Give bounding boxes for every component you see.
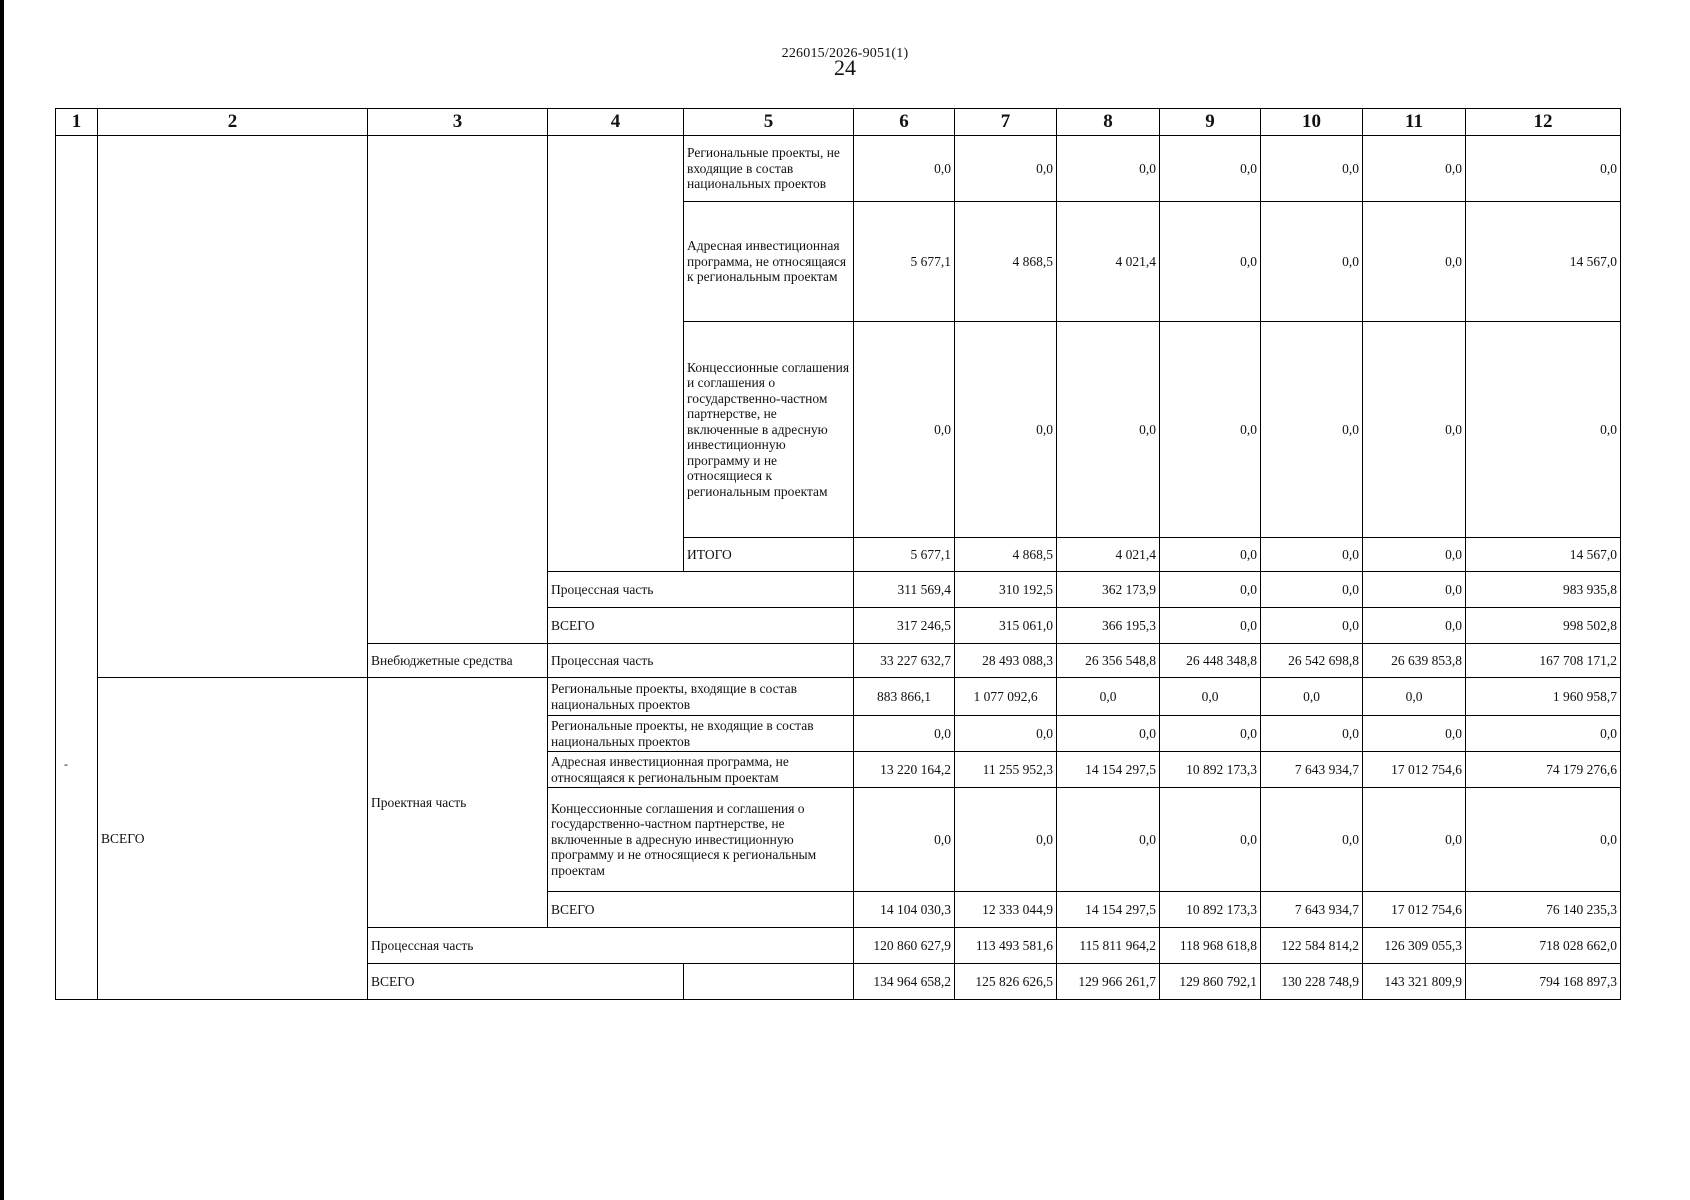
value-cell: 998 502,8	[1466, 608, 1621, 644]
value-cell: 76 140 235,3	[1466, 892, 1621, 928]
table-row	[56, 678, 1621, 716]
value-cell: 14 567,0	[1466, 202, 1621, 322]
value-cell: 26 356 548,8	[1057, 644, 1160, 678]
col-header-3: 3	[368, 109, 548, 136]
value-cell: 0,0	[1363, 572, 1466, 608]
row-label: Региональные проекты, не входящие в состав национальных проектов	[548, 716, 854, 752]
value-cell: 134 964 658,2	[854, 964, 955, 1000]
value-cell: 0,0	[1363, 322, 1466, 538]
value-cell: 0,0	[1261, 788, 1363, 892]
value-cell: 126 309 055,3	[1363, 928, 1466, 964]
col-header-12: 12	[1466, 109, 1621, 136]
value-cell: 115 811 964,2	[1057, 928, 1160, 964]
value-cell: 983 935,8	[1466, 572, 1621, 608]
value-cell: 0,0	[1160, 322, 1261, 538]
row-label: ВСЕГО	[368, 964, 684, 1000]
financing-table	[55, 108, 1621, 1000]
value-cell: 122 584 814,2	[1261, 928, 1363, 964]
col2-cell	[98, 136, 368, 678]
col-header-8: 8	[1057, 109, 1160, 136]
col-header-4: 4	[548, 109, 684, 136]
value-cell: 4 868,5	[955, 538, 1057, 572]
grand-total-label: ВСЕГО	[98, 678, 368, 1000]
value-cell: 0,0	[955, 136, 1057, 202]
value-cell: 0,0	[1160, 136, 1261, 202]
value-cell: 118 968 618,8	[1160, 928, 1261, 964]
value-cell: 0,0	[1057, 788, 1160, 892]
table-row	[56, 136, 1621, 202]
value-cell: 0,0	[854, 322, 955, 538]
value-cell: 4 021,4	[1057, 538, 1160, 572]
value-cell: 13 220 164,2	[854, 752, 955, 788]
col-header-6: 6	[854, 109, 955, 136]
value-cell: 14 154 297,5	[1057, 892, 1160, 928]
value-cell: 0,0	[1160, 716, 1261, 752]
value-cell: 4 868,5	[955, 202, 1057, 322]
value-cell: 0,0	[1466, 716, 1621, 752]
row-label: Региональные проекты, входящие в состав национальных проектов	[548, 678, 854, 716]
project-part-label: Проектная часть	[368, 678, 548, 928]
value-cell: 883 866,1	[854, 678, 955, 716]
row-label: ВСЕГО	[548, 892, 854, 928]
row-label: Процессная часть	[548, 572, 854, 608]
value-cell: 11 255 952,3	[955, 752, 1057, 788]
value-cell: 0,0	[1363, 716, 1466, 752]
value-cell: 120 860 627,9	[854, 928, 955, 964]
row-label: Концессионные соглашения и соглашения о государственно-частном партнерстве, не включенные в адресную инвестиционную программу и не относящиеся к региональным проектам	[548, 788, 854, 892]
column-number-row	[56, 109, 1621, 136]
value-cell: 794 168 897,3	[1466, 964, 1621, 1000]
value-cell: 0,0	[1466, 322, 1621, 538]
value-cell: 1 960 958,7	[1466, 678, 1621, 716]
value-cell: 0,0	[955, 788, 1057, 892]
value-cell: 718 028 662,0	[1466, 928, 1621, 964]
value-cell: 130 228 748,9	[1261, 964, 1363, 1000]
value-cell: 5 677,1	[854, 202, 955, 322]
value-cell: 0,0	[1261, 678, 1363, 716]
value-cell: 5 677,1	[854, 538, 955, 572]
value-cell: 366 195,3	[1057, 608, 1160, 644]
row-label: Концессионные соглашения и соглашения о государственно-частном партнерстве, не включенные в адресную инвестиционную программу и не относящиеся к региональным проектам	[684, 322, 854, 538]
value-cell: 0,0	[1057, 322, 1160, 538]
value-cell: 1 077 092,6	[955, 678, 1057, 716]
document-id: 226015/2026-9051(1)	[781, 46, 909, 61]
value-cell: 0,0	[854, 136, 955, 202]
value-cell: 0,0	[1057, 678, 1160, 716]
value-cell: 0,0	[1261, 322, 1363, 538]
col-header-2: 2	[98, 109, 368, 136]
value-cell: 0,0	[1363, 136, 1466, 202]
value-cell: 0,0	[1160, 202, 1261, 322]
col-header-9: 9	[1160, 109, 1261, 136]
row-label: Адресная инвестиционная программа, не относящаяся к региональным проектам	[684, 202, 854, 322]
page-number: 24	[834, 55, 856, 80]
value-cell: 125 826 626,5	[955, 964, 1057, 1000]
value-cell: 0,0	[854, 788, 955, 892]
value-cell: 0,0	[1160, 788, 1261, 892]
value-cell: 26 448 348,8	[1160, 644, 1261, 678]
funding-source-label: Внебюджетные средства	[368, 644, 548, 678]
empty-cell	[684, 964, 854, 1000]
value-cell: 10 892 173,3	[1160, 892, 1261, 928]
row-label: Региональные проекты, не входящие в состав национальных проектов	[684, 136, 854, 202]
value-cell: 0,0	[1261, 136, 1363, 202]
value-cell: 0,0	[854, 716, 955, 752]
value-cell: 0,0	[1466, 788, 1621, 892]
value-cell: 0,0	[1057, 716, 1160, 752]
value-cell: 0,0	[1363, 202, 1466, 322]
value-cell: 0,0	[1160, 538, 1261, 572]
value-cell: 0,0	[1261, 572, 1363, 608]
value-cell: 12 333 044,9	[955, 892, 1057, 928]
value-cell: 129 966 261,7	[1057, 964, 1160, 1000]
col3-cell	[368, 136, 548, 644]
value-cell: 7 643 934,7	[1261, 752, 1363, 788]
value-cell: 167 708 171,2	[1466, 644, 1621, 678]
col-header-7: 7	[955, 109, 1057, 136]
value-cell: 129 860 792,1	[1160, 964, 1261, 1000]
value-cell: 0,0	[1363, 678, 1466, 716]
row-label: Адресная инвестиционная программа, не относящаяся к региональным проектам	[548, 752, 854, 788]
col-header-10: 10	[1261, 109, 1363, 136]
value-cell: 311 569,4	[854, 572, 955, 608]
row-label: Процессная часть	[548, 644, 854, 678]
scan-mark: -	[64, 757, 68, 771]
value-cell: 7 643 934,7	[1261, 892, 1363, 928]
value-cell: 0,0	[1160, 608, 1261, 644]
row-label: ИТОГО	[684, 538, 854, 572]
col-header-11: 11	[1363, 109, 1466, 136]
value-cell: 0,0	[955, 322, 1057, 538]
value-cell: 0,0	[1160, 572, 1261, 608]
value-cell: 0,0	[1057, 136, 1160, 202]
value-cell: 14 154 297,5	[1057, 752, 1160, 788]
value-cell: 33 227 632,7	[854, 644, 955, 678]
value-cell: 315 061,0	[955, 608, 1057, 644]
value-cell: 310 192,5	[955, 572, 1057, 608]
col-header-1: 1	[56, 109, 98, 136]
value-cell: 0,0	[1363, 608, 1466, 644]
value-cell: 0,0	[955, 716, 1057, 752]
value-cell: 4 021,4	[1057, 202, 1160, 322]
row-label: ВСЕГО	[548, 608, 854, 644]
col-header-5: 5	[684, 109, 854, 136]
value-cell: 26 639 853,8	[1363, 644, 1466, 678]
value-cell: 14 104 030,3	[854, 892, 955, 928]
col4-cell	[548, 136, 684, 572]
value-cell: 0,0	[1261, 716, 1363, 752]
value-cell: 17 012 754,6	[1363, 892, 1466, 928]
value-cell: 0,0	[1160, 678, 1261, 716]
value-cell: 317 246,5	[854, 608, 955, 644]
value-cell: 14 567,0	[1466, 538, 1621, 572]
value-cell: 26 542 698,8	[1261, 644, 1363, 678]
value-cell: 113 493 581,6	[955, 928, 1057, 964]
col1-cell	[56, 136, 98, 1000]
page-edge-bar	[0, 0, 4, 1200]
value-cell: 74 179 276,6	[1466, 752, 1621, 788]
value-cell: 0,0	[1261, 608, 1363, 644]
value-cell: 0,0	[1363, 538, 1466, 572]
value-cell: 0,0	[1363, 788, 1466, 892]
value-cell: 0,0	[1261, 538, 1363, 572]
value-cell: 362 173,9	[1057, 572, 1160, 608]
value-cell: 0,0	[1466, 136, 1621, 202]
value-cell: 143 321 809,9	[1363, 964, 1466, 1000]
value-cell: 0,0	[1261, 202, 1363, 322]
value-cell: 28 493 088,3	[955, 644, 1057, 678]
value-cell: 10 892 173,3	[1160, 752, 1261, 788]
row-label: Процессная часть	[368, 928, 854, 964]
value-cell: 17 012 754,6	[1363, 752, 1466, 788]
